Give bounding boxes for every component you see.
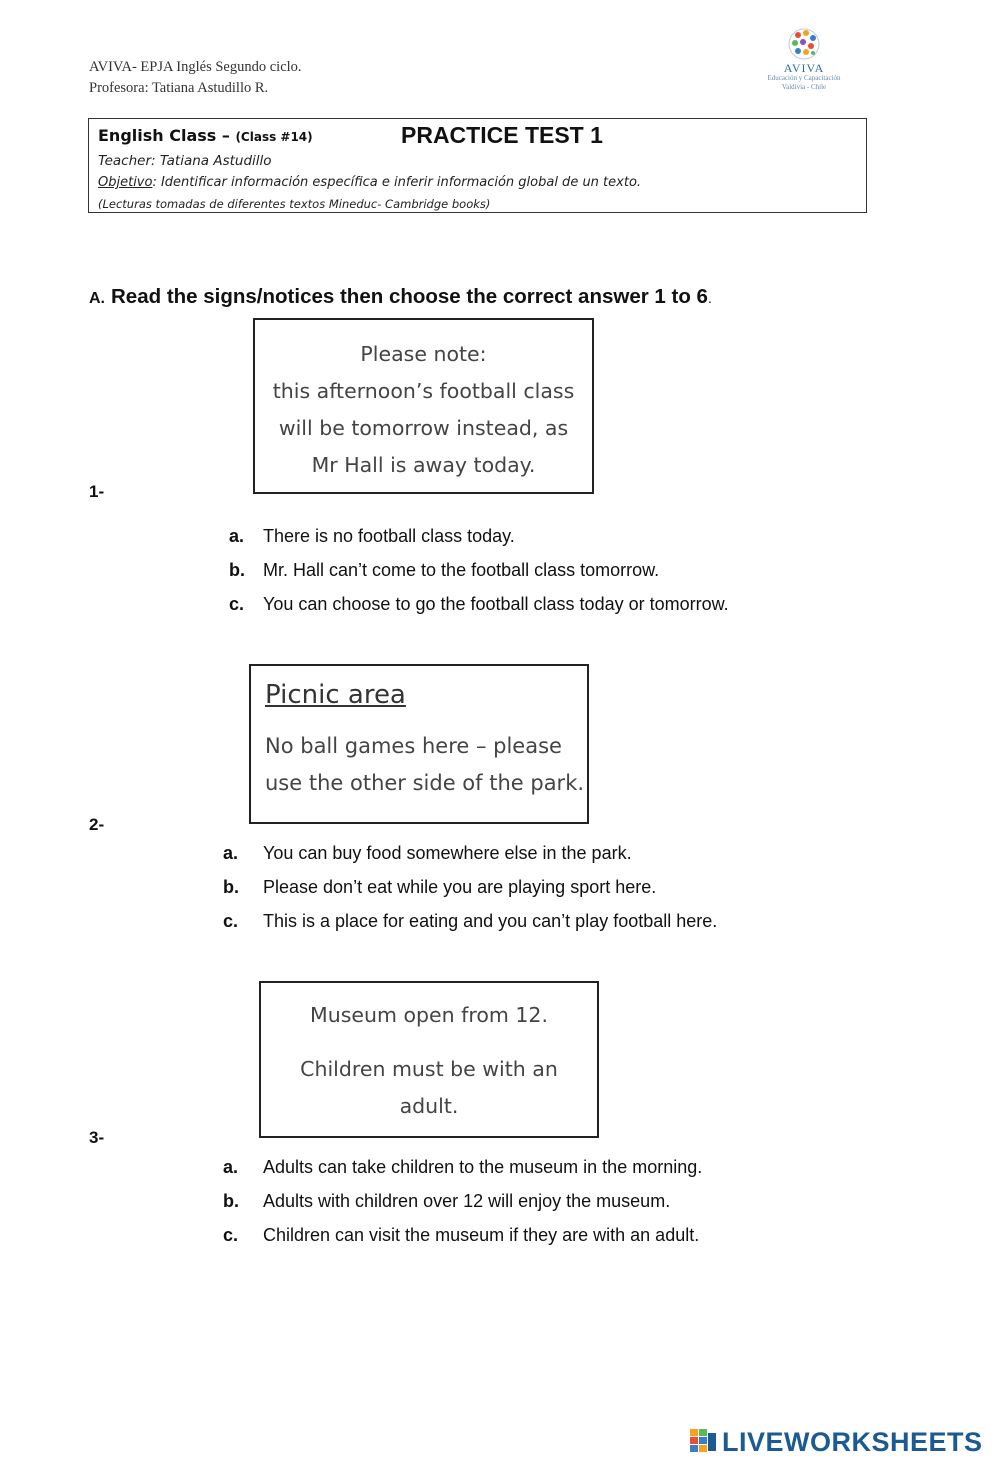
class-label: English Class – (98, 126, 236, 145)
option-text: This is a place for eating and you can’t play football here. (263, 911, 718, 931)
sign-line: Mr Hall is away today. (311, 453, 536, 477)
option-letter: b. (223, 1191, 239, 1211)
option-text: You can choose to go the football class today or tomorrow. (263, 594, 729, 614)
option-letter: b. (229, 560, 245, 580)
option-letter: c. (223, 911, 239, 931)
section-letter: A. (89, 290, 105, 307)
option-letter: a. (229, 526, 245, 546)
aviva-logo (752, 26, 856, 102)
option-text: Children can visit the museum if they are with an adult. (263, 1225, 700, 1245)
option-letter: c. (229, 594, 245, 614)
option-letter: a. (223, 1157, 239, 1177)
sign-line: Please note: (360, 342, 487, 366)
test-title: PRACTICE TEST 1 (401, 122, 603, 148)
question-number-2: 2- (89, 815, 105, 834)
option-text: You can buy food somewhere else in the park. (263, 843, 632, 863)
sign-line: adult. (399, 1094, 459, 1118)
sign-picnic-area (249, 664, 589, 824)
sign-line: Children must be with an (300, 1057, 558, 1081)
sign-line: No ball games here – please (265, 734, 562, 758)
objective-label: Objetivo (98, 175, 153, 190)
section-instruction: Read the signs/notices then choose the correct answer 1 to 6 (111, 285, 708, 308)
liveworksheets-icon (690, 1429, 718, 1453)
option-letter: c. (223, 1225, 239, 1245)
objective-text: : Identificar información específica e inferir información global de un texto. (152, 175, 642, 190)
logo-brand: AVIVA (783, 61, 825, 75)
class-title (98, 126, 313, 145)
class-info-box (88, 118, 867, 213)
option-text: There is no football class today. (263, 526, 515, 546)
question-number-1: 1- (89, 482, 105, 501)
option-text: Please don’t eat while you are playing sport here. (263, 877, 657, 897)
sign-line: will be tomorrow instead, as (278, 416, 569, 440)
option-letter: a. (223, 843, 239, 863)
sign-line: use the other side of the park. (265, 771, 585, 795)
source-note: (Lecturas tomadas de diferentes textos Mineduc- Cambridge books) (98, 197, 491, 211)
sign-title: Picnic area (265, 680, 406, 710)
liveworksheets-logo[interactable] (690, 1427, 990, 1455)
liveworksheets-brand: LIVEWORKSHEETS (722, 1427, 983, 1457)
teacher-header-line: Profesora: Tatiana Astudillo R. (89, 80, 269, 96)
section-heading (89, 285, 712, 309)
section-period: . (707, 290, 712, 306)
question-number-3: 3- (89, 1128, 105, 1147)
option-text: Mr. Hall can’t come to the football class tomorrow. (263, 560, 660, 580)
option-letter: b. (223, 877, 239, 897)
globe-icon (786, 26, 822, 62)
sign-line: this afternoon’s football class (272, 379, 575, 403)
sign-football-notice (253, 318, 594, 494)
sign-museum (259, 981, 599, 1138)
class-number: (Class #14) (235, 130, 313, 144)
logo-tagline: Educación y Capacitación (767, 74, 841, 82)
option-text: Adults can take children to the museum in the morning. (263, 1157, 703, 1177)
school-header-line: AVIVA- EPJA Inglés Segundo ciclo. (89, 59, 302, 75)
option-text: Adults with children over 12 will enjoy the museum. (263, 1191, 671, 1211)
objective (98, 175, 641, 190)
sign-line: Museum open from 12. (310, 1003, 548, 1027)
logo-location: Valdivia - Chile (781, 83, 827, 91)
teacher-name: Teacher: Tatiana Astudillo (98, 153, 272, 169)
